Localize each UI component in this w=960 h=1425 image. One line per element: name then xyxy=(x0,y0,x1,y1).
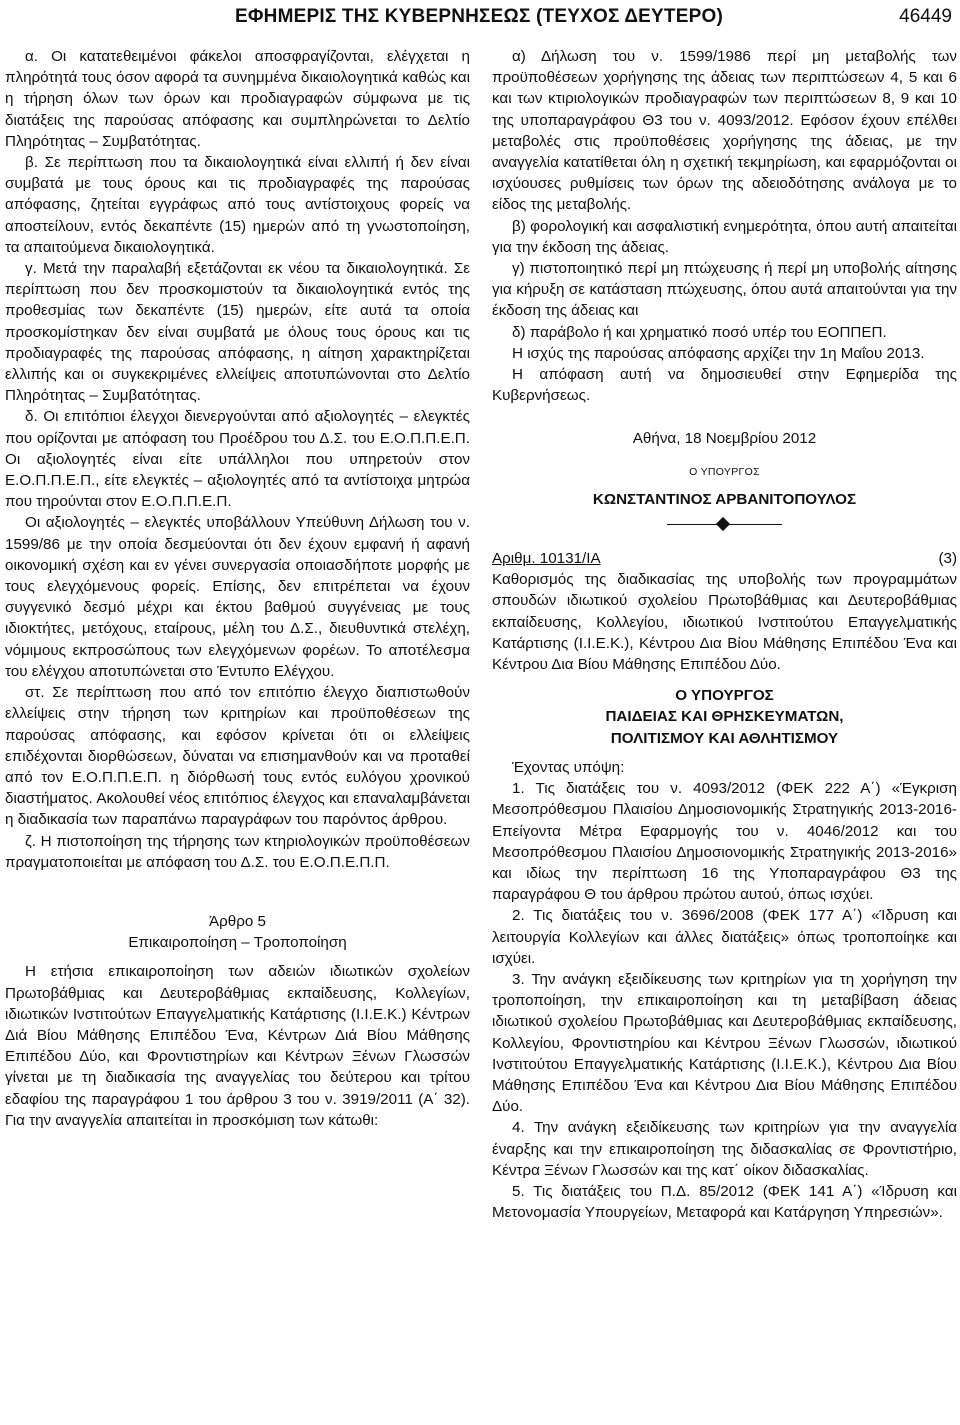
section-divider xyxy=(492,514,957,536)
paragraph-st: στ. Σε περίπτωση που από τον επιτόπιο έλεγχο διαπιστωθούν ελλείψεις στην τήρηση των κριτηρίων και προϋποθέσεων της παρούσας απόφασης, και εφόσον κρίνεται ότι οι ελλείψεις επιδέχονται διορθώσεων, δύναται να επισημανθούν και να προταθεί από τον Ε.Ο.Π.Π.Ε.Π. η διόρθωσή τους εντός ευλόγου χρονικού διαστήματος. Ακολουθεί νέος επιτόπιος έλεγχος και επαναλαμβάνεται η διαδικασία των παραπάνω παραγράφων του παρόντος άρθρου. xyxy=(5,684,470,829)
paragraph-delta: δ. Οι επιτόπιοι έλεγχοι διενεργούνται από αξιολογητές – ελεγκτές που ορίζονται με απόφαση του Προέδρου του Δ.Σ. του Ε.Ο.Π.Π.Ε.Π. Οι αξιολογητές είναι είτε υπάλληλοι που υπηρετούν στον Ε.Ο.Π.Π.Ε.Π., είτε ελεγκτές – αξιολογητές από τα αντίστοιχα μητρώα που τηρούνται στον Ε.Ο.Π.Π.Ε.Π. xyxy=(5,408,470,511)
regard-item-1: 1. Τις διατάξεις του ν. 4093/2012 (ΦΕΚ 222 Α΄) «Έγκριση Μεσοπρόθεσμου Πλαισίου Δημοσιονομικής Στρατηγικής 2013-2016- Επείγοντα Μέτρα Εφαρμογής του ν. 4046/2012 και του Μεσοπρόθεσμου Πλαισίου Δημοσιονομικής Στρατηγικής 2013-2016» και ιδίως την περίπτωση 16 της Υποπαραγράφου Θ3 της παραγράφου Θ του άρθρου πρώτου αυτού, όπως ισχύει. xyxy=(492,780,957,904)
paragraph-article5: Η ετήσια επικαιροποίηση των αδειών ιδιωτικών σχολείων Πρωτοβάθμιας και Δευτεροβάθμιας εκπαίδευσης, Κολλεγίων, ιδιωτικών Ινστιτούτων Επαγγελματικής Κατάρτισης (Ι.Ι.Ε.Κ.) Κέντρων Διά Βίου Μάθησης Επιπέδου Ένα, Κέντρων Διά Βίου Μάθησης Επιπέδου Δύο, και Φροντιστηρίων και Κέντρων Ξένων Γλωσσών γίνεται με τη διαδικασία της αναγγελίας του δεύτερου και τρίτου εδαφίου της παραγράφου 1 του άρθρου 3 του ν. 3919/2011 (Α΄ 32). Για την αναγγελία απαιτείται in προσκόμιση των κάτωθι: xyxy=(5,963,470,1129)
diamond-icon xyxy=(716,517,730,531)
decision-title: Καθορισμός της διαδικασίας της υποβολής των προγραμμάτων σπουδών ιδιωτικού σχολείου Πρωτοβάθμιας και Δευτεροβάθμιας εκπαίδευσης, Κολλεγίου, ιδιωτικού Ινστιτούτου Επαγγελματικής Κατάρτισης (Ι.Ι.Ε.Κ.), Κέντρου Δια Βίου Μάθησης Επιπέδου Ένα και Κέντρου Δια Βίου Μάθησης Επιπέδου Δύο. xyxy=(492,571,957,674)
paragraph-gamma: γ. Μετά την παραλαβή εξετάζονται εκ νέου τα δικαιολογητικά. Σε περίπτωση που δεν προσκομιστούν τα δικαιολογητικά εντός της προθεσμίας των δεκαπέντε (15) ημερών, είτε αυτά τα οποία προσκομίστηκαν δεν είναι συμβατά με όλους τους όρους και τις προδιαγραφές της παρούσας απόφασης, η αίτηση χαρακτηρίζεται ελλιπής και οι συγκεκριμένες ελλείψεις αποτυπώνονται στο Δελτίο Πληρότητας – Συμβατότητας. xyxy=(5,260,470,405)
paragraph-zeta: ζ. Η πιστοποίηση της τήρησης των κτηριολογικών προϋποθέσεων πραγματοποιείται με απόφαση του Δ.Σ. του Ε.Ο.Π.Ε.Π.Π. xyxy=(5,832,470,871)
signature-date: Αθήνα, 18 Νοεμβρίου 2012 xyxy=(632,430,817,448)
paragraph-alpha: α. Οι κατατεθειμένοι φάκελοι αποσφραγίζονται, ελέγχεται η πληρότητά τους όσον αφορά τα συνημμένα δικαιολογητικά καθώς και η τήρηση όλων των όρων και προδιαγραφών σύμφωνα με τις διατάξεις της παρούσας απόφασης και συμπληρώνεται το Δελτίο Πληρότητας – Συμβατότητας. xyxy=(5,48,470,150)
page-number: 46449 xyxy=(899,6,952,27)
right-column xyxy=(492,46,957,1223)
regard-item-4: 4. Την ανάγκη εξειδίκευσης των κριτηρίων για την αναγγελία έναρξης και την επικαιροποίηση της διδασκαλίας σε Φροντιστήριο, Κέντρα Ξένων Γλωσσών και της κατ΄ οίκον διδασκαλίας. xyxy=(492,1119,957,1179)
decision-number: Αριθμ. 10131/ΙΑ xyxy=(492,550,601,568)
heading-minister: Ο ΥΠΟΥΡΓΟΣ xyxy=(675,687,774,705)
article-title: Άρθρο 5 xyxy=(209,912,266,930)
gazette-title: ΕΦΗΜΕΡΙΣ ΤΗΣ ΚΥΒΕΡΝΗΣΕΩΣ (ΤΕΥΧΟΣ ΔΕΥΤΕΡΟ) xyxy=(235,6,723,27)
having-regard: Έχοντας υπόψη: xyxy=(512,758,625,776)
regard-item-2: 2. Τις διατάξεις του ν. 3696/2008 (ΦΕΚ 177 Α΄) «Ίδρυση και λειτουργία Κολλεγίων και άλλες διατάξεις» όπως τροποποίηκε και ισχύει. xyxy=(492,907,957,967)
paragraph-validity: Η ισχύς της παρούσας απόφασης αρχίζει την 1η Μαΐου 2013. xyxy=(512,344,925,362)
regard-item-5: 5. Τις διατάξεις του Π.Δ. 85/2012 (ΦΕΚ 141 Α΄) «Ίδρυση και Μετονομασία Υπουργείων, Μεταφορά και Κατάργηση Υπηρεσιών». xyxy=(492,1182,957,1222)
paragraph-evaluators: Οι αξιολογητές – ελεγκτές υποβάλλουν Υπεύθυνη Δήλωση του ν. 1599/86 με την οποία δεσμεύονται ότι δεν έχουν εμφανή ή αφανή οικονομική σχέση και εν γένει συνεργασία οποιασδήποτε μορφής με τους ελεγχόμενους φορείς. Επίσης, δεν επιτρέπεται να έχουν συγγενικό δεσμό μέχρι και έκτου βαθμού συγγένειας με τους ιδιοκτήτες, μετόχους, εταίρους, μέλη του Δ.Σ., διευθυντικά στελέχη, νόμιμους εκπροσώπους των ελεγχόμενων φορέων. Το αποτέλεσμα του ελέγχου αποτυπώνεται στο Έντυπο Ελέγχου. xyxy=(5,514,470,680)
paragraph-d: δ) παράβολο ή και χρηματικό ποσό υπέρ του ΕΟΠΠΕΠ. xyxy=(512,323,887,341)
regard-item-3: 3. Την ανάγκη εξειδίκευσης των κριτηρίων για τη χορήγηση την τροποποίηση, την επικαιροποίηση και τη μεταβίβαση άδειας ιδιωτικού σχολείου Πρωτοβάθμιας και Δευτεροβάθμιας εκπαίδευσης, Κολλεγίου, Φροντιστηρίου και Κέντρου Ξένων Γλωσσών, ιδιωτικού Ινστιτούτου Επαγγελματικής Κατάρτισης (Ι.Ι.Ε.Κ.), Κέντρου Δια Βίου Μάθησης Επιπέδου Ένα και Κέντρου Δια Βίου Μάθησης Επιπέδου Δύο. xyxy=(492,970,957,1116)
decision-index: (3) xyxy=(938,550,957,568)
paragraph-b: β) φορολογική και ασφαλιστική ενημερότητα, όπου αυτή απαιτείται για την έκδοση της άδειας. xyxy=(492,217,957,256)
page-header xyxy=(235,6,960,36)
paragraph-publish: Η απόφαση αυτή να δημοσιευθεί στην Εφημερίδα της Κυβερνήσεως. xyxy=(492,366,957,405)
heading-ministry-1: ΠΑΙΔΕΙΑΣ ΚΑΙ ΘΡΗΣΚΕΥΜΑΤΩΝ, xyxy=(605,708,844,726)
minister-name: ΚΩΝΣΤΑΝΤΙΝΟΣ ΑΡΒΑΝΙΤΟΠΟΥΛΟΣ xyxy=(592,490,857,508)
minister-label: Ο ΥΠΟΥΡΓΟΣ xyxy=(689,465,760,478)
left-column xyxy=(5,46,470,1131)
heading-ministry-2: ΠΟΛΙΤΙΣΜΟΥ ΚΑΙ ΑΘΛΗΤΙΣΜΟΥ xyxy=(610,729,839,747)
paragraph-beta: β. Σε περίπτωση που τα δικαιολογητικά είναι ελλιπή ή δεν είναι συμβατά με τους όρους και τις προδιαγραφές της παρούσας απόφασης, ζητείται εγγράφως από τους αντίστοιχους φορείς να αποστείλουν, εντός δεκαπέντε (15) ημερών από τη γνωστοποίηση, τα απαιτούμενα δικαιολογητικά. xyxy=(5,154,470,256)
paragraph-a: α) Δήλωση του ν. 1599/1986 περί μη μεταβολής των προϋποθέσεων χορήγησης της άδειας των περιπτώσεων 4, 5 και 6 και των κτιριολογικών προδιαγραφών των περιπτώσεων 8, 9 και 10 της υποπαραγράφου Θ3 του ν. 4093/2012. Εφόσον έχουν επέλθει μεταβολές στις προϋποθέσεις χορήγησης της άδειας, με την αναγγελία κατατίθεται όλη η σχετική τεκμηρίωση, και εφαρμόζονται οι ισχύουσες ρυθμίσεις των όρων της αδειοδότησης ανάλογα με το είδος της μεταβολής. xyxy=(492,48,957,214)
paragraph-c: γ) πιστοποιητικό περί μη πτώχευσης ή περί μη υποβολής αίτησης για κήρυξη σε κατάσταση πτώχευσης, όπου αυτά απαιτούνται για την έκδοση της άδειας και xyxy=(492,260,957,320)
decision-number-row xyxy=(492,548,957,569)
article-subtitle: Επικαιροποίηση – Τροποποίηση xyxy=(128,934,347,952)
